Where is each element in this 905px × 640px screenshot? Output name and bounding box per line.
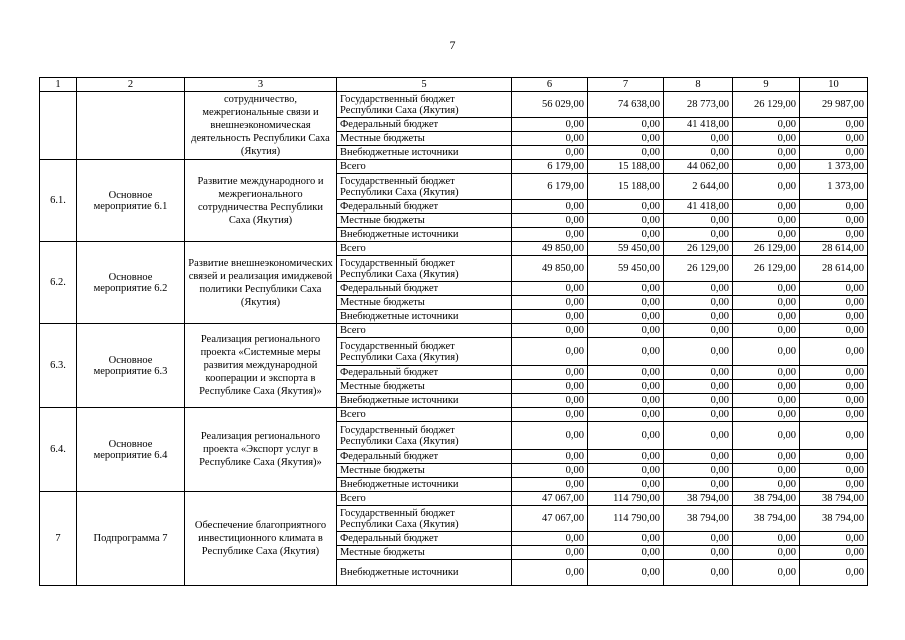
amount-cell: 28 614,00 xyxy=(800,256,868,282)
amount-cell: 0,00 xyxy=(512,200,588,214)
funding-source: Всего xyxy=(337,324,512,338)
amount-cell: 15 188,00 xyxy=(588,160,664,174)
funding-source: Внебюджетные источники xyxy=(337,478,512,492)
header-cell: 7 xyxy=(588,78,664,92)
amount-cell: 0,00 xyxy=(733,174,800,200)
amount-cell: 0,00 xyxy=(800,118,868,132)
amount-cell: 0,00 xyxy=(588,422,664,450)
amount-cell: 38 794,00 xyxy=(664,492,733,506)
measure-description: Развитие внешнеэкономических связей и реализация имиджевой политики Республики Саха (Якутия) xyxy=(185,242,337,324)
table-body xyxy=(40,78,868,586)
amount-cell: 26 129,00 xyxy=(733,256,800,282)
amount-cell: 38 794,00 xyxy=(800,492,868,506)
amount-cell: 0,00 xyxy=(800,282,868,296)
amount-cell: 0,00 xyxy=(512,228,588,242)
amount-cell: 0,00 xyxy=(800,366,868,380)
header-cell: 8 xyxy=(664,78,733,92)
amount-cell: 0,00 xyxy=(733,422,800,450)
header-cell: 5 xyxy=(337,78,512,92)
amount-cell: 0,00 xyxy=(733,310,800,324)
amount-cell: 2 644,00 xyxy=(664,174,733,200)
funding-source: Всего xyxy=(337,492,512,506)
amount-cell: 0,00 xyxy=(588,200,664,214)
amount-cell: 0,00 xyxy=(664,132,733,146)
amount-cell: 0,00 xyxy=(733,560,800,586)
measure-name: Подпрограмма 7 xyxy=(77,492,185,586)
amount-cell: 0,00 xyxy=(664,366,733,380)
amount-cell: 0,00 xyxy=(588,560,664,586)
budget-table xyxy=(39,77,868,586)
amount-cell: 0,00 xyxy=(664,310,733,324)
measure-name: Основное мероприятие 6.2 xyxy=(77,242,185,324)
amount-cell: 0,00 xyxy=(512,422,588,450)
amount-cell: 0,00 xyxy=(664,146,733,160)
funding-source: Местные бюджеты xyxy=(337,296,512,310)
amount-cell: 0,00 xyxy=(512,324,588,338)
amount-cell: 0,00 xyxy=(512,532,588,546)
funding-source: Местные бюджеты xyxy=(337,132,512,146)
amount-cell: 0,00 xyxy=(588,324,664,338)
amount-cell: 26 129,00 xyxy=(664,256,733,282)
amount-cell: 0,00 xyxy=(733,478,800,492)
table-row xyxy=(40,160,868,174)
funding-source: Федеральный бюджет xyxy=(337,118,512,132)
amount-cell: 0,00 xyxy=(733,338,800,366)
amount-cell: 59 450,00 xyxy=(588,256,664,282)
amount-cell: 0,00 xyxy=(733,394,800,408)
amount-cell: 0,00 xyxy=(588,118,664,132)
amount-cell: 28 614,00 xyxy=(800,242,868,256)
amount-cell: 0,00 xyxy=(588,146,664,160)
amount-cell: 0,00 xyxy=(664,338,733,366)
amount-cell: 0,00 xyxy=(733,118,800,132)
amount-cell: 56 029,00 xyxy=(512,92,588,118)
amount-cell: 0,00 xyxy=(512,380,588,394)
amount-cell: 0,00 xyxy=(588,310,664,324)
amount-cell: 0,00 xyxy=(733,532,800,546)
amount-cell: 41 418,00 xyxy=(664,118,733,132)
funding-source: Внебюджетные источники xyxy=(337,228,512,242)
amount-cell: 0,00 xyxy=(588,366,664,380)
amount-cell: 0,00 xyxy=(733,366,800,380)
amount-cell: 0,00 xyxy=(512,450,588,464)
amount-cell: 0,00 xyxy=(733,380,800,394)
amount-cell: 74 638,00 xyxy=(588,92,664,118)
funding-source: Федеральный бюджет xyxy=(337,200,512,214)
amount-cell: 0,00 xyxy=(800,310,868,324)
amount-cell: 0,00 xyxy=(664,296,733,310)
funding-source: Государственный бюджет Республики Саха (Якутия) xyxy=(337,174,512,200)
funding-source: Государственный бюджет Республики Саха (Якутия) xyxy=(337,92,512,118)
amount-cell: 0,00 xyxy=(588,338,664,366)
amount-cell: 26 129,00 xyxy=(733,242,800,256)
amount-cell: 0,00 xyxy=(664,394,733,408)
amount-cell: 0,00 xyxy=(588,132,664,146)
amount-cell: 0,00 xyxy=(733,228,800,242)
amount-cell: 0,00 xyxy=(512,214,588,228)
funding-source: Местные бюджеты xyxy=(337,214,512,228)
measure-name: Основное мероприятие 6.3 xyxy=(77,324,185,408)
funding-source: Местные бюджеты xyxy=(337,464,512,478)
amount-cell: 0,00 xyxy=(664,408,733,422)
measure-description: Развитие международного и межрегионального сотрудничества Республики Саха (Якутия) xyxy=(185,160,337,242)
measure-description: Обеспечение благоприятного инвестиционного климата в Республике Саха (Якутия) xyxy=(185,492,337,586)
header-row xyxy=(40,78,868,92)
amount-cell: 0,00 xyxy=(800,146,868,160)
amount-cell: 0,00 xyxy=(800,464,868,478)
row-number: 6.3. xyxy=(40,324,77,408)
funding-source: Всего xyxy=(337,408,512,422)
amount-cell: 0,00 xyxy=(733,282,800,296)
funding-source: Внебюджетные источники xyxy=(337,560,512,586)
funding-source: Всего xyxy=(337,160,512,174)
amount-cell: 0,00 xyxy=(800,450,868,464)
measure-name: Основное мероприятие 6.4 xyxy=(77,408,185,492)
amount-cell: 0,00 xyxy=(664,560,733,586)
amount-cell: 38 794,00 xyxy=(800,506,868,532)
amount-cell: 59 450,00 xyxy=(588,242,664,256)
amount-cell: 41 418,00 xyxy=(664,200,733,214)
amount-cell: 0,00 xyxy=(588,394,664,408)
amount-cell: 0,00 xyxy=(512,296,588,310)
amount-cell: 0,00 xyxy=(800,422,868,450)
amount-cell: 0,00 xyxy=(588,408,664,422)
measure-description: Реализация регионального проекта «Системные меры развития международной кооперации и экспорта в Республике Саха (Якутия)» xyxy=(185,324,337,408)
amount-cell: 0,00 xyxy=(664,282,733,296)
row-number: 6.2. xyxy=(40,242,77,324)
amount-cell: 0,00 xyxy=(588,464,664,478)
header-cell: 6 xyxy=(512,78,588,92)
amount-cell: 38 794,00 xyxy=(664,506,733,532)
funding-source: Государственный бюджет Республики Саха (Якутия) xyxy=(337,338,512,366)
amount-cell: 6 179,00 xyxy=(512,160,588,174)
amount-cell: 0,00 xyxy=(512,118,588,132)
funding-source: Внебюджетные источники xyxy=(337,146,512,160)
amount-cell: 0,00 xyxy=(588,478,664,492)
amount-cell: 0,00 xyxy=(512,464,588,478)
amount-cell: 0,00 xyxy=(588,228,664,242)
funding-source: Федеральный бюджет xyxy=(337,282,512,296)
amount-cell: 0,00 xyxy=(664,464,733,478)
amount-cell: 0,00 xyxy=(512,408,588,422)
amount-cell: 0,00 xyxy=(800,394,868,408)
amount-cell: 0,00 xyxy=(512,560,588,586)
amount-cell: 0,00 xyxy=(512,366,588,380)
amount-cell: 0,00 xyxy=(733,464,800,478)
amount-cell: 0,00 xyxy=(664,228,733,242)
row-number: 6.4. xyxy=(40,408,77,492)
header-cell: 3 xyxy=(185,78,337,92)
amount-cell: 26 129,00 xyxy=(733,92,800,118)
amount-cell: 0,00 xyxy=(664,532,733,546)
row-number: 7 xyxy=(40,492,77,586)
amount-cell: 0,00 xyxy=(588,380,664,394)
amount-cell: 0,00 xyxy=(800,478,868,492)
amount-cell: 0,00 xyxy=(733,408,800,422)
amount-cell: 0,00 xyxy=(800,214,868,228)
measure-description: Реализация регионального проекта «Экспорт услуг в Республике Саха (Якутия)» xyxy=(185,408,337,492)
amount-cell: 1 373,00 xyxy=(800,160,868,174)
amount-cell: 0,00 xyxy=(664,450,733,464)
header-cell: 2 xyxy=(77,78,185,92)
amount-cell: 0,00 xyxy=(664,380,733,394)
table-row xyxy=(40,92,868,118)
funding-source: Государственный бюджет Республики Саха (Якутия) xyxy=(337,256,512,282)
amount-cell: 0,00 xyxy=(588,282,664,296)
page-number: 7 xyxy=(449,38,456,52)
amount-cell: 49 850,00 xyxy=(512,256,588,282)
amount-cell: 38 794,00 xyxy=(733,506,800,532)
funding-source: Внебюджетные источники xyxy=(337,394,512,408)
amount-cell: 0,00 xyxy=(588,546,664,560)
table-row xyxy=(40,242,868,256)
amount-cell: 0,00 xyxy=(800,132,868,146)
row-number: 6.1. xyxy=(40,160,77,242)
amount-cell: 0,00 xyxy=(588,532,664,546)
amount-cell: 0,00 xyxy=(800,296,868,310)
amount-cell: 0,00 xyxy=(512,310,588,324)
header-cell: 1 xyxy=(40,78,77,92)
measure-name: Основное мероприятие 6.1 xyxy=(77,160,185,242)
amount-cell: 0,00 xyxy=(800,546,868,560)
funding-source: Внебюджетные источники xyxy=(337,310,512,324)
amount-cell: 15 188,00 xyxy=(588,174,664,200)
amount-cell: 44 062,00 xyxy=(664,160,733,174)
funding-source: Государственный бюджет Республики Саха (Якутия) xyxy=(337,506,512,532)
amount-cell: 0,00 xyxy=(588,214,664,228)
amount-cell: 0,00 xyxy=(733,146,800,160)
amount-cell: 0,00 xyxy=(800,532,868,546)
amount-cell: 0,00 xyxy=(512,394,588,408)
amount-cell: 0,00 xyxy=(733,200,800,214)
amount-cell: 0,00 xyxy=(733,324,800,338)
amount-cell: 29 987,00 xyxy=(800,92,868,118)
amount-cell: 0,00 xyxy=(800,380,868,394)
funding-source: Федеральный бюджет xyxy=(337,532,512,546)
amount-cell: 0,00 xyxy=(800,200,868,214)
amount-cell: 0,00 xyxy=(512,478,588,492)
amount-cell: 38 794,00 xyxy=(733,492,800,506)
funding-source: Государственный бюджет Республики Саха (Якутия) xyxy=(337,422,512,450)
amount-cell: 0,00 xyxy=(588,450,664,464)
header-cell: 9 xyxy=(733,78,800,92)
amount-cell: 28 773,00 xyxy=(664,92,733,118)
amount-cell: 0,00 xyxy=(733,296,800,310)
amount-cell: 47 067,00 xyxy=(512,506,588,532)
amount-cell: 0,00 xyxy=(664,324,733,338)
funding-source: Федеральный бюджет xyxy=(337,366,512,380)
amount-cell: 0,00 xyxy=(733,132,800,146)
amount-cell: 0,00 xyxy=(733,160,800,174)
amount-cell: 0,00 xyxy=(512,338,588,366)
table-row xyxy=(40,492,868,506)
amount-cell: 0,00 xyxy=(588,296,664,310)
measure-name xyxy=(77,92,185,160)
amount-cell: 47 067,00 xyxy=(512,492,588,506)
amount-cell: 0,00 xyxy=(664,214,733,228)
amount-cell: 0,00 xyxy=(800,338,868,366)
amount-cell: 0,00 xyxy=(512,132,588,146)
table-row xyxy=(40,408,868,422)
amount-cell: 1 373,00 xyxy=(800,174,868,200)
amount-cell: 0,00 xyxy=(512,146,588,160)
funding-source: Всего xyxy=(337,242,512,256)
measure-description: сотрудничество, межрегиональные связи и внешнеэкономическая деятельность Республики Саха (Якутия) xyxy=(185,92,337,160)
amount-cell: 26 129,00 xyxy=(664,242,733,256)
amount-cell: 0,00 xyxy=(733,450,800,464)
amount-cell: 0,00 xyxy=(800,324,868,338)
amount-cell: 6 179,00 xyxy=(512,174,588,200)
funding-source: Местные бюджеты xyxy=(337,546,512,560)
header-cell: 10 xyxy=(800,78,868,92)
amount-cell: 0,00 xyxy=(733,214,800,228)
amount-cell: 0,00 xyxy=(664,422,733,450)
funding-source: Местные бюджеты xyxy=(337,380,512,394)
amount-cell: 114 790,00 xyxy=(588,506,664,532)
table-row xyxy=(40,324,868,338)
amount-cell: 0,00 xyxy=(664,546,733,560)
row-number xyxy=(40,92,77,160)
amount-cell: 0,00 xyxy=(512,546,588,560)
amount-cell: 0,00 xyxy=(512,282,588,296)
amount-cell: 114 790,00 xyxy=(588,492,664,506)
amount-cell: 0,00 xyxy=(800,228,868,242)
amount-cell: 0,00 xyxy=(800,408,868,422)
amount-cell: 0,00 xyxy=(800,560,868,586)
funding-source: Федеральный бюджет xyxy=(337,450,512,464)
amount-cell: 0,00 xyxy=(733,546,800,560)
amount-cell: 0,00 xyxy=(664,478,733,492)
amount-cell: 49 850,00 xyxy=(512,242,588,256)
